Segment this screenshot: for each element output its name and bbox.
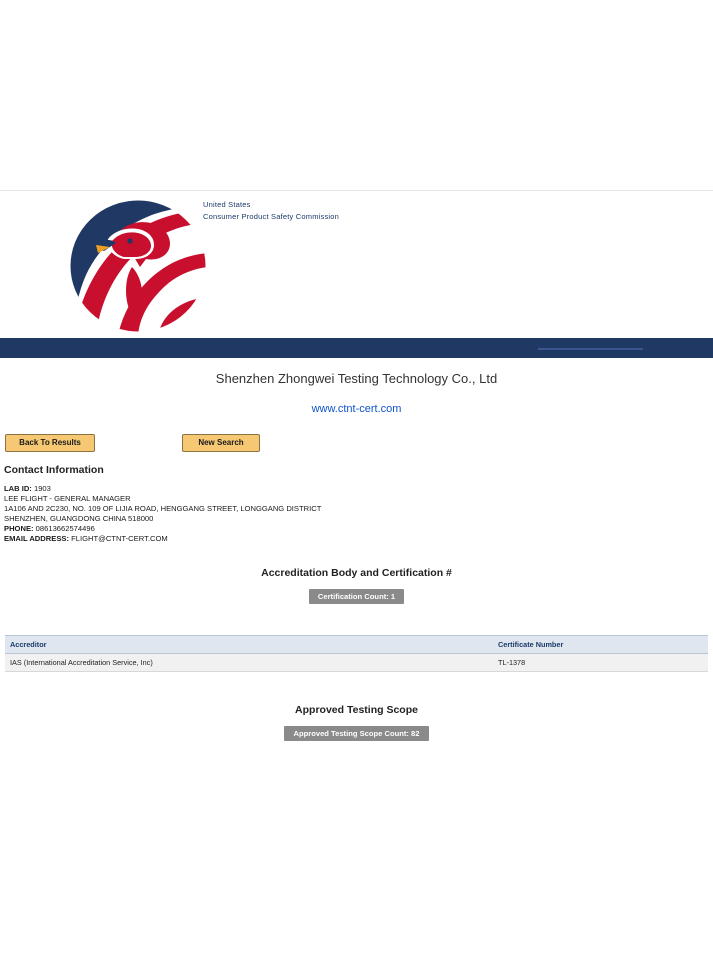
contact-information-heading: Contact Information — [4, 464, 104, 476]
lab-id-value: 1903 — [33, 484, 51, 493]
page-title: Shenzhen Zhongwei Testing Technology Co., Ltd — [215, 371, 498, 386]
table-row — [5, 654, 708, 672]
action-button-row — [0, 432, 713, 462]
table-header-row — [5, 636, 708, 654]
address-line-1: 1A106 AND 2C230, NO. 109 OF LIJIA ROAD, HENGGANG STREET, LONGGANG DISTRICT — [4, 504, 322, 514]
cpsc-eagle-flag-logo — [68, 197, 208, 335]
agency-line-2: Consumer Product Safety Commission — [203, 211, 340, 221]
company-website-link[interactable]: www.ctnt-cert.com — [311, 403, 402, 415]
back-to-results-button[interactable]: Back To Results — [5, 434, 95, 452]
site-header — [0, 190, 713, 339]
cell-certificate-number: TL-1378 — [493, 654, 708, 672]
phone-value: 08613662574496 — [35, 524, 95, 534]
phone-row — [4, 524, 713, 534]
address-line-2: SHENZHEN, GUANGDONG CHINA 518000 — [4, 514, 154, 524]
accreditation-heading: Accreditation Body and Certification # — [261, 567, 452, 580]
contact-person: LEE FLIGHT - GENERAL MANAGER — [4, 494, 131, 504]
email-address-value: FLIGHT@CTNT-CERT.COM — [71, 534, 168, 544]
column-header-accreditor: Accreditor — [5, 636, 493, 654]
contact-details — [4, 484, 713, 544]
email-row — [4, 534, 713, 544]
email-address-label: EMAIL ADDRESS: — [4, 534, 69, 544]
navy-divider-bar — [0, 338, 713, 358]
approved-testing-scope-heading: Approved Testing Scope — [295, 704, 418, 717]
certification-count-badge: Certification Count: 1 — [309, 589, 404, 604]
agency-line-1: United States — [203, 200, 251, 209]
approved-testing-scope-count-badge: Approved Testing Scope Count: 82 — [284, 726, 428, 741]
new-search-button[interactable]: New Search — [182, 434, 260, 452]
phone-label: PHONE: — [4, 524, 34, 534]
column-header-certificate-number: Certificate Number — [493, 636, 708, 654]
lab-id-label: LAB ID: — [4, 484, 32, 493]
accreditation-table — [5, 635, 708, 672]
agency-name — [203, 199, 339, 222]
lab-id-row — [4, 484, 713, 494]
cell-accreditor: IAS (International Accreditation Service, Inc) — [5, 654, 493, 672]
main-content — [0, 358, 713, 741]
navy-bar-accent — [538, 348, 643, 350]
